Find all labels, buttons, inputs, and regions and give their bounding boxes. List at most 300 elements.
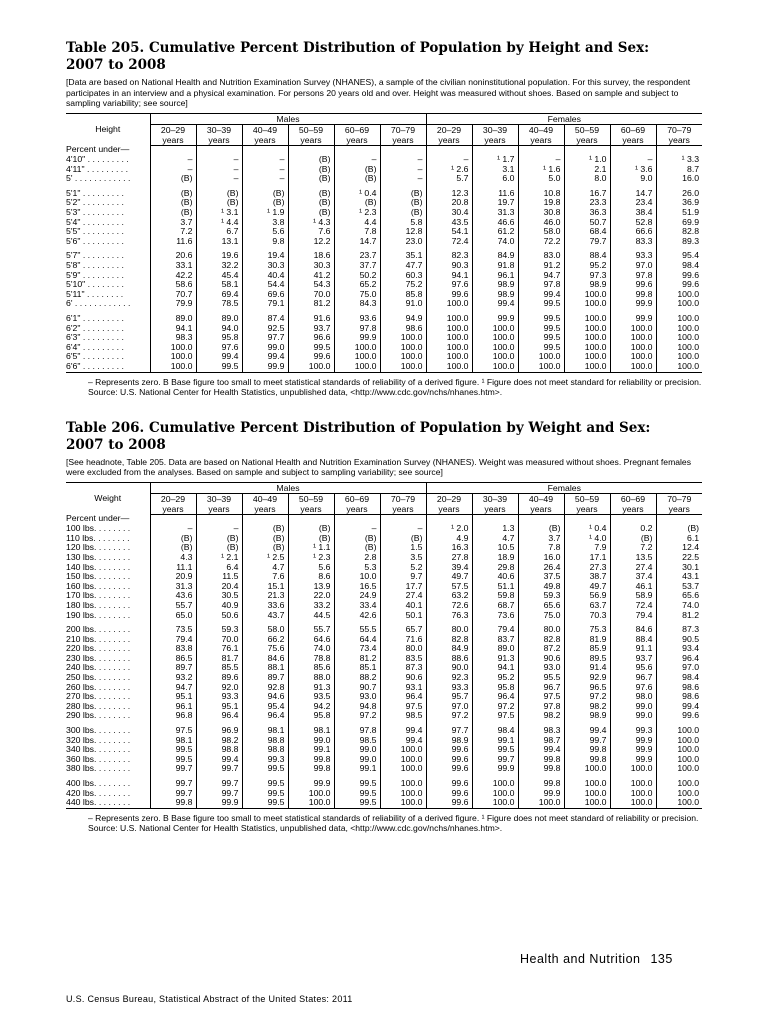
value-cell: 90.7: [334, 683, 380, 693]
value-cell: 93.7: [610, 654, 656, 664]
value-cell: 99.0: [334, 755, 380, 765]
value-cell: 85.8: [380, 290, 426, 300]
value-cell: 93.0: [518, 663, 564, 673]
value-cell: 12.4: [656, 543, 702, 553]
value-cell: 5.6: [242, 227, 288, 237]
value-cell: 97.6: [610, 683, 656, 693]
value-cell: 95.2: [472, 673, 518, 683]
value-cell: 100.0: [610, 333, 656, 343]
value-cell: 97.5: [150, 726, 196, 736]
value-cell: 99.5: [518, 333, 564, 343]
value-cell: 37.7: [334, 261, 380, 271]
value-cell: (B): [288, 208, 334, 218]
value-cell: 100.0: [426, 352, 472, 362]
value-cell: 100.0: [656, 333, 702, 343]
value-cell: 100.0: [288, 789, 334, 799]
value-cell: 3.7: [518, 534, 564, 544]
value-cell: 38.4: [610, 208, 656, 218]
value-cell: 100.0: [472, 324, 518, 334]
value-cell: 42.6: [334, 611, 380, 621]
value-cell: ¹ 2.3: [334, 208, 380, 218]
value-cell: 51.9: [656, 208, 702, 218]
value-cell: 100.0: [380, 333, 426, 343]
age-group-header: 50–59: [288, 493, 334, 504]
value-cell: 42.2: [150, 271, 196, 281]
value-cell: 40.6: [472, 572, 518, 582]
value-cell: 1.5: [380, 543, 426, 553]
value-cell: 2.1: [564, 165, 610, 175]
value-cell: 95.2: [564, 261, 610, 271]
value-cell: 11.6: [472, 189, 518, 199]
value-cell: 76.1: [196, 644, 242, 654]
value-cell: 65.0: [150, 611, 196, 621]
value-cell: 100.0: [380, 789, 426, 799]
value-cell: 19.4: [242, 251, 288, 261]
value-cell: 100.0: [656, 299, 702, 309]
value-cell: 100.0: [656, 290, 702, 300]
value-cell: 58.1: [196, 280, 242, 290]
value-cell: 98.4: [656, 261, 702, 271]
value-cell: 99.8: [288, 755, 334, 765]
value-cell: 92.0: [196, 683, 242, 693]
row-label: 420 lbs. . . . . . . .: [66, 788, 131, 798]
value-cell: 11.6: [150, 237, 196, 247]
value-cell: 79.4: [150, 635, 196, 645]
value-cell: 100.0: [564, 764, 610, 774]
value-cell: 30.5: [196, 591, 242, 601]
row-label: 5'8" . . . . . . . . .: [66, 261, 124, 271]
value-cell: 55.7: [150, 601, 196, 611]
years-header: years: [426, 504, 472, 515]
value-cell: 24.9: [334, 591, 380, 601]
value-cell: 6.7: [196, 227, 242, 237]
years-header: years: [196, 135, 242, 146]
value-cell: 100.0: [610, 362, 656, 372]
value-cell: 99.5: [472, 745, 518, 755]
value-cell: 98.1: [288, 726, 334, 736]
value-cell: 79.9: [150, 299, 196, 309]
value-cell: 3.5: [380, 553, 426, 563]
years-header: years: [242, 504, 288, 515]
table-205-title-line2: 2007 to 2008: [66, 57, 166, 73]
value-cell: 78.5: [196, 299, 242, 309]
value-cell: 87.4: [242, 314, 288, 324]
stub-header: Weight: [66, 482, 150, 514]
table-row: [66, 764, 702, 774]
value-cell: 8.7: [656, 165, 702, 175]
value-cell: 33.2: [288, 601, 334, 611]
value-cell: 14.7: [334, 237, 380, 247]
value-cell: 97.8: [334, 726, 380, 736]
value-cell: 99.6: [656, 271, 702, 281]
value-cell: 13.1: [196, 237, 242, 247]
value-cell: 99.8: [564, 755, 610, 765]
row-label: 260 lbs. . . . . . . .: [66, 682, 131, 692]
value-cell: 79.1: [242, 299, 288, 309]
value-cell: 81.2: [334, 654, 380, 664]
value-cell: 17.1: [564, 553, 610, 563]
value-cell: 94.6: [242, 692, 288, 702]
value-cell: 90.6: [518, 654, 564, 664]
value-cell: 9.8: [242, 237, 288, 247]
value-cell: 99.5: [242, 779, 288, 789]
table-row: [66, 299, 702, 309]
value-cell: 97.3: [564, 271, 610, 281]
table-205: [66, 113, 702, 373]
value-cell: 91.3: [288, 683, 334, 693]
value-cell: 75.3: [564, 625, 610, 635]
value-cell: 37.5: [518, 572, 564, 582]
value-cell: 99.7: [196, 764, 242, 774]
value-cell: 59.8: [472, 591, 518, 601]
value-cell: 99.6: [426, 789, 472, 799]
value-cell: 7.9: [564, 543, 610, 553]
value-cell: ¹ 0.4: [334, 189, 380, 199]
value-cell: 30.3: [288, 261, 334, 271]
value-cell: 83.8: [150, 644, 196, 654]
header-row-years: [66, 135, 702, 146]
value-cell: 99.6: [426, 290, 472, 300]
percent-under-label: Percent under—: [66, 145, 130, 155]
value-cell: 21.3: [242, 591, 288, 601]
value-cell: 19.8: [518, 198, 564, 208]
value-cell: 64.6: [288, 635, 334, 645]
value-cell: 88.1: [242, 663, 288, 673]
value-cell: 70.3: [564, 611, 610, 621]
value-cell: 84.9: [426, 644, 472, 654]
value-cell: 65.6: [656, 591, 702, 601]
value-cell: 22.0: [288, 591, 334, 601]
row-label: 5'11" . . . . . . . .: [66, 289, 124, 299]
value-cell: 98.4: [656, 673, 702, 683]
row-label: 220 lbs. . . . . . . .: [66, 644, 131, 654]
value-cell: 64.4: [334, 635, 380, 645]
table-row: [66, 798, 702, 808]
value-cell: (B): [196, 198, 242, 208]
value-cell: 91.8: [472, 261, 518, 271]
age-group-header: 20–29: [426, 124, 472, 135]
value-cell: 7.8: [518, 543, 564, 553]
value-cell: 99.7: [196, 779, 242, 789]
age-group-header: 30–39: [472, 493, 518, 504]
value-cell: 55.5: [334, 625, 380, 635]
value-cell: 96.6: [288, 333, 334, 343]
row-label: 400 lbs. . . . . . . .: [66, 779, 131, 788]
value-cell: 100.0: [564, 324, 610, 334]
value-cell: 92.9: [564, 673, 610, 683]
value-cell: 100.0: [518, 352, 564, 362]
value-cell: 39.4: [426, 563, 472, 573]
value-cell: 100.0: [656, 324, 702, 334]
value-cell: (B): [288, 155, 334, 165]
row-label: 300 lbs. . . . . . . .: [66, 726, 131, 736]
value-cell: 100.0: [610, 789, 656, 799]
value-cell: 98.8: [196, 745, 242, 755]
years-header: years: [656, 504, 702, 515]
value-cell: 81.2: [288, 299, 334, 309]
value-cell: 99.0: [610, 702, 656, 712]
row-label: 6'1" . . . . . . . . .: [66, 314, 124, 323]
value-cell: ¹ 1.0: [564, 155, 610, 165]
value-cell: 100.0: [288, 798, 334, 808]
value-cell: 99.9: [610, 314, 656, 324]
years-header: years: [564, 504, 610, 515]
value-cell: (B): [150, 208, 196, 218]
row-label: 5'3" . . . . . . . . .: [66, 208, 124, 218]
value-cell: 99.0: [610, 711, 656, 721]
value-cell: 99.6: [656, 280, 702, 290]
value-cell: 99.9: [610, 736, 656, 746]
value-cell: 100.0: [426, 343, 472, 353]
table-row: [66, 362, 702, 372]
value-cell: 99.5: [150, 745, 196, 755]
row-label: 100 lbs. . . . . . . .: [66, 524, 131, 534]
value-cell: 43.5: [426, 218, 472, 228]
years-header: years: [426, 135, 472, 146]
row-label: 5'4" . . . . . . . . .: [66, 217, 124, 227]
value-cell: 100.0: [564, 290, 610, 300]
value-cell: 99.8: [518, 764, 564, 774]
value-cell: 45.4: [196, 271, 242, 281]
value-cell: 90.6: [380, 673, 426, 683]
row-label: 440 lbs. . . . . . . .: [66, 798, 150, 808]
value-cell: 97.7: [242, 333, 288, 343]
value-cell: 7.6: [242, 572, 288, 582]
value-cell: 3.7: [150, 218, 196, 228]
age-group-header: 50–59: [288, 124, 334, 135]
value-cell: 12.3: [426, 189, 472, 199]
percent-under-label: Percent under—: [66, 514, 130, 524]
value-cell: 50.1: [380, 611, 426, 621]
value-cell: 58.0: [518, 227, 564, 237]
value-cell: 100.0: [334, 362, 380, 372]
row-label: 5'2" . . . . . . . . .: [66, 198, 124, 208]
value-cell: 99.9: [334, 333, 380, 343]
value-cell: (B): [242, 534, 288, 544]
table-205-title-line1: Table 205. Cumulative Percent Distribution of Population by Height and Sex:: [66, 40, 650, 56]
value-cell: 100.0: [564, 352, 610, 362]
value-cell: 95.1: [150, 692, 196, 702]
value-cell: 100.0: [472, 789, 518, 799]
value-cell: 9.7: [380, 572, 426, 582]
value-cell: 84.9: [472, 251, 518, 261]
age-group-header: 50–59: [564, 493, 610, 504]
value-cell: 100.0: [380, 764, 426, 774]
years-header: years: [518, 504, 564, 515]
value-cell: 5.2: [380, 563, 426, 573]
value-cell: (B): [334, 534, 380, 544]
value-cell: 99.4: [196, 352, 242, 362]
years-header: years: [196, 504, 242, 515]
value-cell: 99.0: [334, 745, 380, 755]
value-cell: (B): [242, 524, 288, 534]
value-cell: (B): [334, 165, 380, 175]
value-cell: (B): [380, 189, 426, 199]
header-row-sex: [66, 113, 702, 124]
value-cell: 30.1: [656, 563, 702, 573]
value-cell: 49.7: [564, 582, 610, 592]
value-cell: 99.7: [150, 789, 196, 799]
row-label: 5'1" . . . . . . . . .: [66, 188, 124, 198]
value-cell: 99.5: [518, 299, 564, 309]
value-cell: 100.0: [656, 745, 702, 755]
value-cell: 96.4: [472, 692, 518, 702]
value-cell: –: [242, 165, 288, 175]
value-cell: 97.8: [334, 324, 380, 334]
table-row: [66, 237, 702, 247]
value-cell: 65.6: [518, 601, 564, 611]
years-header: years: [518, 135, 564, 146]
value-cell: 91.2: [518, 261, 564, 271]
row-label: 6'4" . . . . . . . . .: [66, 342, 124, 352]
value-cell: 73.6: [472, 611, 518, 621]
value-cell: 100.0: [564, 299, 610, 309]
value-cell: 78.8: [288, 654, 334, 664]
value-cell: ¹ 4.3: [288, 218, 334, 228]
table-206-section: [66, 420, 702, 834]
value-cell: 16.3: [426, 543, 472, 553]
value-cell: 66.6: [610, 227, 656, 237]
value-cell: 76.3: [426, 611, 472, 621]
value-cell: 98.6: [656, 692, 702, 702]
value-cell: 99.6: [426, 745, 472, 755]
value-cell: 20.4: [196, 582, 242, 592]
value-cell: (B): [196, 189, 242, 199]
value-cell: 99.8: [288, 764, 334, 774]
row-label: 320 lbs. . . . . . . .: [66, 735, 131, 745]
value-cell: 99.4: [564, 726, 610, 736]
row-label: 380 lbs. . . . . . . .: [66, 764, 131, 774]
value-cell: 54.3: [288, 280, 334, 290]
value-cell: 95.4: [656, 251, 702, 261]
row-label: 190 lbs. . . . . . . .: [66, 610, 131, 620]
value-cell: 41.2: [288, 271, 334, 281]
value-cell: (B): [150, 189, 196, 199]
value-cell: 46.1: [610, 582, 656, 592]
value-cell: 100.0: [472, 362, 518, 372]
value-cell: 20.9: [150, 572, 196, 582]
age-group-header: 60–69: [334, 124, 380, 135]
value-cell: 100.0: [518, 798, 564, 808]
value-cell: 100.0: [150, 352, 196, 362]
value-cell: 95.8: [196, 333, 242, 343]
value-cell: (B): [380, 198, 426, 208]
value-cell: 3.8: [242, 218, 288, 228]
value-cell: 17.7: [380, 582, 426, 592]
value-cell: 85.6: [288, 663, 334, 673]
value-cell: 97.5: [380, 702, 426, 712]
value-cell: 4.9: [426, 534, 472, 544]
value-cell: 69.4: [196, 290, 242, 300]
value-cell: 99.4: [472, 299, 518, 309]
value-cell: 97.2: [426, 711, 472, 721]
value-cell: 90.5: [656, 635, 702, 645]
value-cell: 100.0: [656, 362, 702, 372]
value-cell: 70.0: [196, 635, 242, 645]
value-cell: 12.2: [288, 237, 334, 247]
value-cell: 81.2: [656, 611, 702, 621]
value-cell: 100.0: [656, 343, 702, 353]
value-cell: 69.9: [656, 218, 702, 228]
value-cell: 14.7: [610, 189, 656, 199]
value-cell: 56.9: [564, 591, 610, 601]
value-cell: 92.8: [242, 683, 288, 693]
value-cell: ¹ 3.1: [196, 208, 242, 218]
value-cell: (B): [518, 524, 564, 534]
value-cell: 97.7: [426, 726, 472, 736]
value-cell: 93.5: [288, 692, 334, 702]
value-cell: 84.3: [334, 299, 380, 309]
age-group-header: 60–69: [610, 124, 656, 135]
value-cell: 99.7: [150, 779, 196, 789]
age-group-header: 70–79: [380, 493, 426, 504]
age-group-header: 60–69: [334, 493, 380, 504]
value-cell: 51.1: [472, 582, 518, 592]
table-row: [66, 611, 702, 621]
header-row-ages: [66, 493, 702, 504]
value-cell: 100.0: [380, 745, 426, 755]
value-cell: 18.9: [472, 553, 518, 563]
value-cell: 98.0: [610, 692, 656, 702]
header-row-sex: [66, 482, 702, 493]
value-cell: 57.5: [426, 582, 472, 592]
value-cell: 6.4: [196, 563, 242, 573]
value-cell: 49.8: [518, 582, 564, 592]
value-cell: 27.8: [426, 553, 472, 563]
value-cell: 96.7: [518, 683, 564, 693]
value-cell: 99.4: [242, 352, 288, 362]
value-cell: 75.0: [518, 611, 564, 621]
value-cell: 8.6: [288, 572, 334, 582]
value-cell: 2.8: [334, 553, 380, 563]
table-205-headnote: [Data are based on National Health and Nutrition Examination Survey (NHANES), a sample of the civilian noninstitutional population. For this survey, the respondent participates in an interview and a physical examination. For persons 20 years old and over. Height was measured without shoes. Based on sample and subject to sampling variability; see source]: [66, 77, 691, 108]
value-cell: 99.9: [196, 798, 242, 808]
value-cell: 98.8: [242, 745, 288, 755]
value-cell: 100.0: [334, 352, 380, 362]
value-cell: –: [242, 155, 288, 165]
value-cell: (B): [288, 165, 334, 175]
row-label: 6'3" . . . . . . . . .: [66, 333, 124, 343]
value-cell: 100.0: [564, 333, 610, 343]
value-cell: 37.4: [610, 572, 656, 582]
value-cell: 15.1: [242, 582, 288, 592]
value-cell: 100.0: [380, 755, 426, 765]
value-cell: 98.2: [518, 711, 564, 721]
value-cell: ¹ 3.3: [656, 155, 702, 165]
value-cell: 66.2: [242, 635, 288, 645]
value-cell: 33.4: [334, 601, 380, 611]
value-cell: –: [380, 174, 426, 184]
value-cell: –: [334, 524, 380, 534]
value-cell: 95.7: [426, 692, 472, 702]
value-cell: 92.3: [426, 673, 472, 683]
age-group-header: 30–39: [196, 124, 242, 135]
value-cell: 49.7: [426, 572, 472, 582]
value-cell: 72.6: [426, 601, 472, 611]
value-cell: 91.1: [610, 644, 656, 654]
value-cell: 99.9: [610, 745, 656, 755]
table-row: [66, 174, 702, 184]
years-header: years: [288, 135, 334, 146]
value-cell: 100.0: [656, 736, 702, 746]
age-group-header: 20–29: [150, 493, 196, 504]
value-cell: 96.5: [564, 683, 610, 693]
years-header: years: [380, 504, 426, 515]
value-cell: 5.7: [426, 174, 472, 184]
row-label: 6'6" . . . . . . . . .: [66, 362, 150, 372]
value-cell: 100.0: [472, 333, 518, 343]
value-cell: 99.6: [610, 280, 656, 290]
